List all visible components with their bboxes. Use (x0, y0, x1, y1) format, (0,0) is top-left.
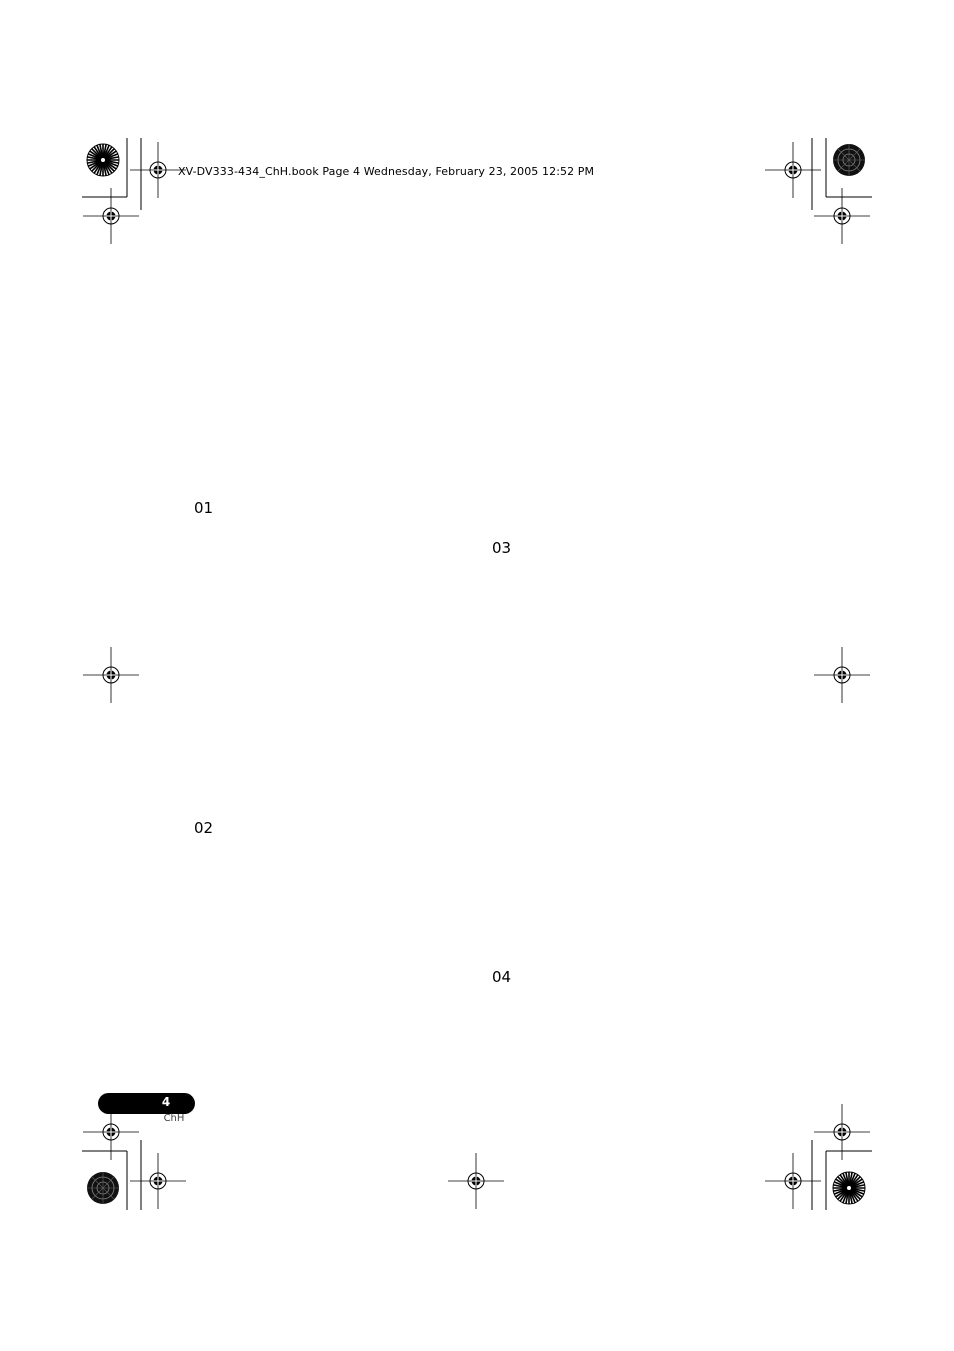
section-number-02: 02 (194, 819, 214, 837)
section-number-04: 04 (492, 968, 512, 986)
section-number-01: 01 (194, 499, 214, 517)
section-number-03: 03 (492, 539, 512, 557)
page-language-code: ChH (163, 1113, 185, 1124)
book-header-info: XV-DV333-434_ChH.book Page 4 Wednesday, February 23, 2005 12:52 PM (178, 165, 595, 178)
page-number: 4 (161, 1095, 171, 1109)
